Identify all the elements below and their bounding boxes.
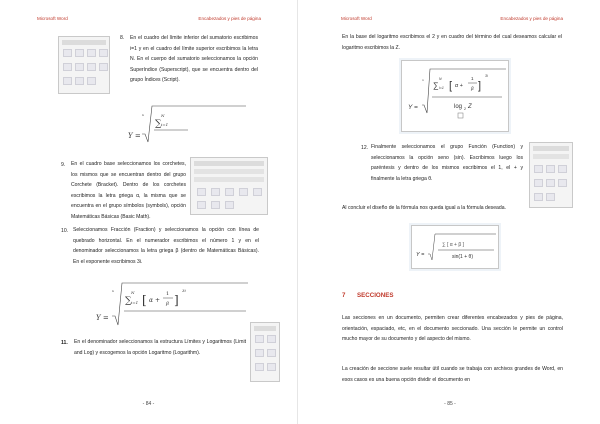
formula-1-lim-bot: i=1 (161, 122, 169, 127)
right-page (301, 0, 599, 424)
formula-3-logbase: 2 (464, 107, 466, 111)
formula-3-lim-top: N (439, 77, 442, 81)
svg-text:[: [ (142, 293, 147, 307)
header-left-right-page: Microsoft Word (341, 16, 372, 21)
formula-2-lim-top: N (131, 290, 135, 295)
svg-text:]: ] (174, 293, 179, 307)
section-paragraph-1: Las secciones en un documento, permiten crear diferentes encabezados y pies de página, orientación, espaciado, etc, en el documento seccionado. Una sección le permite un control mucho mayor de su documento y del aspecto del mismo. (342, 315, 563, 343)
header-right: Encabezados y pies de página (198, 16, 261, 21)
formula-3-alpha: α + (455, 83, 463, 89)
section-title: SECCIONES (357, 292, 394, 299)
formula-2-sum: ∑ (125, 296, 132, 306)
step-9-text: En el cuadro base seleccionamos los corchetes, los mismos que se encuentran dentro del grupo Corchete (Bracket). Dentro de los corchetes escribimos la letra griega α, la misma que se encuentra en el grupo símbolos (symbols), opción Matemáticas Básicas (Basic Math). (71, 161, 186, 220)
formula-1-lhs: Y = (128, 132, 141, 140)
formula-1-lim-top: N (161, 113, 165, 118)
formula-4-lhs: Y = (416, 252, 425, 258)
formula-1-index: n (142, 113, 144, 117)
step-10-number: 10. (61, 228, 69, 234)
header-left: Microsoft Word (37, 16, 68, 21)
section-paragraph-2: La creación de seccione suele resultar útil cuando se trabaja con archivos grandes de Word, en esos casos es una buena opción dividir el documento en (342, 366, 563, 383)
formula-2-lhs: Y = (96, 314, 109, 322)
formula-1 (128, 104, 248, 146)
formula-3 (401, 60, 509, 132)
page-number-left: - 84 - (142, 401, 155, 407)
step-12-text: Finalmente seleccionamos el grupo Función (Function) y seleccionamos la opción seno (sin). Escribimos luego los paréntesis y dentro de los mismos escribimos el 1, el + y finalmente la letra griega θ. (371, 144, 523, 182)
svg-text:]: ] (478, 80, 482, 92)
step-11-number: 11. (61, 340, 68, 346)
formula-2-beta: β (166, 301, 169, 307)
step-8-text: En el cuadro del límite inferior del sumatorio escribimos i=1 y en el cuadro del límite superior escribimos la letra N. En el cuerpo del sumatorio seleccionamos la opción Superíndice (Superscript), que se encuentra dentro del grupo Índices (Script). (130, 35, 258, 84)
step-11-text: En el denominador seleccionamos la estructura Límites y Logaritmos (Limit and Log) y escogemos la opción Logaritmo (Logarithm). (74, 339, 246, 356)
page-number-right: - 85 - (444, 401, 456, 407)
conclusion-text: Al concluir el diseño de la fórmula nos queda igual a la fórmula deseada. (342, 205, 506, 211)
ribbon-screenshot-limit-log (250, 322, 280, 382)
svg-text:∑ [ α + β ]: ∑ [ α + β ] (442, 242, 464, 248)
step-10-text: Seleccionamos Fracción (Fraction) y seleccionamos la opción con línea de quebrado horizontal. En el numerador escribimos el número 1 y en el denominador seleccionamos la letra griega β (dentro de Matemáticas Básicas). En el exponente escribimos 3i. (73, 227, 259, 265)
formula-2-one: 1 (166, 291, 170, 297)
formula-3-one: 1 (471, 76, 474, 81)
intro-text: En la base del logaritmo escribimos el 2 y en cuadro del término del cual deseamos calcular el logaritmo escribimos la Z. (342, 34, 562, 51)
step-12-number: 12. (361, 145, 369, 151)
formula-2 (96, 280, 251, 328)
formula-3-index: n (422, 78, 424, 82)
formula-4-sin: sin(1 + θ) (452, 254, 473, 260)
svg-text:[: [ (449, 80, 453, 92)
formula-3-log: log (454, 104, 463, 110)
formula-2-index: n (112, 289, 114, 293)
ribbon-screenshot-function (529, 142, 573, 208)
formula-3-exp: 3i (485, 74, 488, 78)
step-9-number: 9. (61, 162, 66, 168)
formula-2-exp: 3i (182, 288, 186, 293)
formula-2-alpha: α + (149, 297, 160, 304)
formula-4 (411, 225, 499, 269)
left-page (0, 0, 298, 424)
section-number: 7 (342, 292, 346, 299)
ribbon-screenshot-brackets (190, 157, 268, 215)
header-right-right-page: Encabezados y pies de página (500, 16, 563, 21)
ribbon-screenshot-script (58, 36, 110, 94)
formula-1-sum: ∑ (155, 119, 162, 129)
step-8-number: 8. (120, 35, 125, 41)
formula-3-logarg: Z (468, 104, 472, 110)
formula-3-sum: ∑ (433, 81, 439, 90)
formula-3-beta: β (471, 86, 474, 91)
formula-2-lim-bot: i=1 (131, 300, 139, 305)
formula-3-lim-bot: i=1 (439, 86, 444, 90)
formula-3-lhs: Y = (408, 104, 418, 111)
